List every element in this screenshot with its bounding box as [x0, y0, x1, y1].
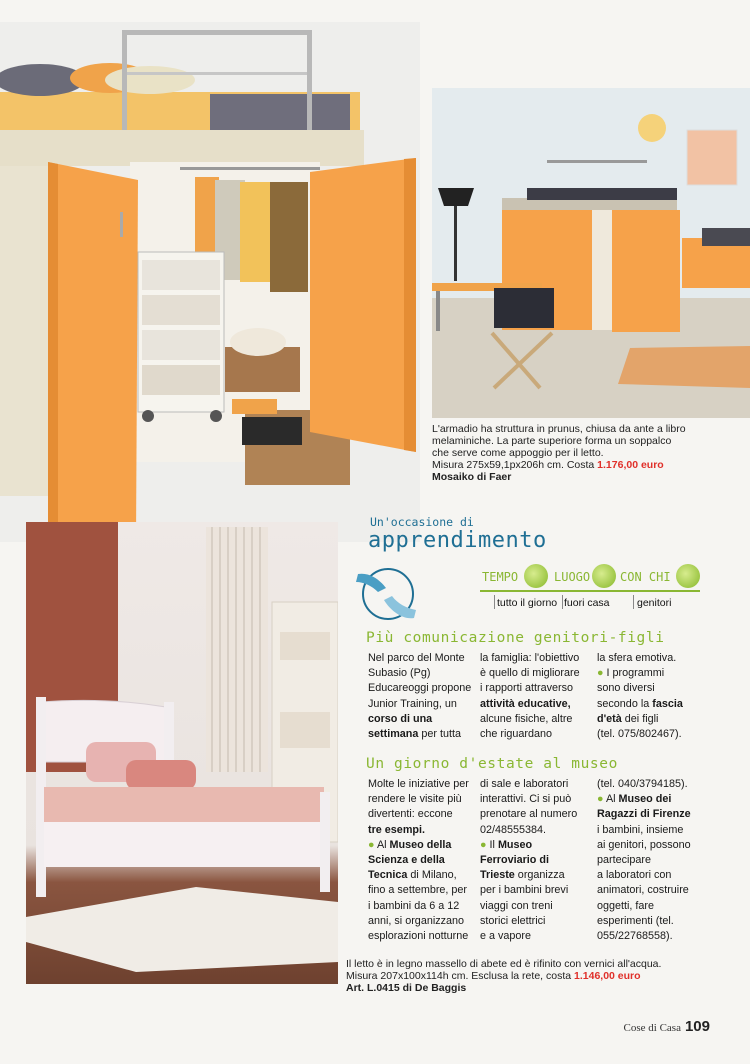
section2-column-3: [597, 777, 712, 944]
text-line: i bambini da 6 a 12: [368, 899, 460, 912]
section2-column-2: [480, 777, 595, 944]
text-line: interattivi. Ci si può: [480, 793, 572, 806]
text-line: i rapporti attraverso: [480, 682, 574, 695]
text-line: storici elettrici: [480, 914, 546, 927]
text-line: [597, 792, 712, 807]
text-line: [480, 868, 595, 883]
text-fragment: di Milano,: [407, 869, 457, 882]
section1-column-1: [368, 651, 478, 742]
section1-column-2: [480, 651, 595, 742]
value-tempo: tutto il giorno: [497, 597, 558, 609]
caption-brand: Mosaiko di Faer: [432, 471, 512, 483]
page-number: 109: [684, 1018, 710, 1035]
hands-icon: [354, 566, 416, 622]
text-line: è quello di migliorare: [480, 667, 580, 680]
circle-icon: [524, 564, 548, 588]
caption-measure-text: Misura 275x59,1px206h cm. Costa: [432, 459, 598, 471]
text-line: partecipare: [597, 854, 652, 867]
text-line: fino a settembre, per: [368, 884, 468, 897]
caption-price: 1.176,00 euro: [597, 459, 664, 471]
text-line: [480, 853, 595, 868]
bedroom-room-photo: [432, 88, 750, 418]
text-line: [597, 697, 707, 712]
text-line: [368, 712, 478, 727]
text-line: oggetti, fare: [597, 899, 655, 912]
bold-text: Ferroviario di: [480, 854, 549, 867]
bold-text: Trieste: [480, 869, 515, 882]
circle-icon: [676, 564, 700, 588]
text-line: [368, 853, 478, 868]
text-line: [368, 727, 478, 742]
info-separator: [562, 595, 563, 609]
label-tempo: TEMPO: [482, 570, 519, 584]
text-fragment: Al: [605, 793, 619, 806]
bed-illustration: [26, 522, 338, 984]
value-luogo: fuori casa: [564, 597, 610, 609]
text-line: (tel. 040/3794185).: [597, 778, 688, 790]
bold-text: corso di una: [368, 712, 433, 725]
caption-price: 1.146,00 euro: [574, 970, 641, 982]
text-line: e a vapore: [480, 930, 532, 943]
bullet-icon: ●: [480, 838, 490, 851]
magazine-name: Cose di Casa: [623, 1022, 681, 1034]
text-fragment: dei figli: [621, 712, 659, 725]
text-line: esperimenti (tel.: [597, 914, 674, 927]
info-separator: [494, 595, 495, 609]
text-line: rendere le visite più: [368, 793, 462, 806]
text-fragment: Il: [489, 838, 498, 851]
text-fragment: per tutta: [418, 728, 462, 741]
text-line: [368, 838, 478, 853]
bullet-icon: ●: [597, 793, 606, 806]
text-fragment: organizza: [514, 869, 565, 882]
text-line: Junior Training, un: [368, 697, 457, 710]
caption-line: che serve come appoggio per il letto.: [432, 447, 604, 459]
text-line: alcune fisiche, altre: [480, 712, 573, 725]
text-line: [480, 838, 595, 853]
text-fragment: secondo la: [597, 697, 653, 710]
white-bed-photo: [26, 522, 338, 984]
bold-text: settimana: [368, 728, 419, 741]
text-line: di sale e laboratori: [480, 778, 569, 790]
text-fragment: Al: [376, 838, 390, 851]
caption-line: melaminiche. La parte superiore forma un soppalco: [432, 435, 672, 447]
bold-text: Scienza e della: [368, 854, 445, 867]
wardrobe-illustration: [0, 22, 420, 542]
text-line: (tel. 075/802467).: [597, 728, 682, 741]
circle-icon: [592, 564, 616, 588]
text-line: prenotare al numero: [480, 808, 578, 821]
page-footer: [624, 1018, 710, 1035]
bold-text: fascia: [652, 697, 683, 710]
bold-text: attività educative,: [480, 697, 571, 710]
text-line: [597, 666, 707, 681]
caption-measure: [432, 459, 732, 471]
text-line: Subasio (Pg): [368, 667, 431, 680]
text-line: divertenti: eccone: [368, 808, 453, 821]
wardrobe-loft-bed-photo: [0, 22, 420, 542]
text-line: che riguardano: [480, 728, 553, 741]
text-line: [368, 868, 478, 883]
text-line: [480, 697, 595, 712]
text-line: Molte le iniziative per: [368, 778, 469, 790]
bold-text: Museo della: [389, 838, 452, 851]
info-bar: [480, 564, 700, 609]
value-con-chi: genitori: [637, 597, 672, 609]
caption-line: L'armadio ha struttura in prunus, chiusa da ante a libro: [432, 423, 686, 435]
caption-brand: Art. L.0415 di De Baggis: [346, 982, 467, 994]
info-bar-divider: [480, 590, 700, 592]
section2-column-1: [368, 777, 478, 944]
text-line: ai genitori, possono: [597, 838, 691, 851]
text-line: 02/48555384.: [480, 823, 547, 836]
caption-measure-text: Misura 207x100x114h cm. Esclusa la rete, costa: [346, 970, 575, 982]
text-line: la sfera emotiva.: [597, 652, 677, 664]
text-line: per i bambini brevi: [480, 884, 569, 897]
text-line: [597, 712, 707, 727]
bullet-icon: ●: [368, 838, 377, 851]
room-illustration: [432, 88, 750, 418]
bold-text: d'età: [597, 712, 622, 725]
text-line: esplorazioni notturne: [368, 930, 469, 943]
text-line: anni, si organizzano: [368, 914, 465, 927]
section-title-communication: Più comunicazione genitori-figli: [366, 630, 665, 646]
article-kicker: Un'occasione di: [370, 515, 474, 529]
text-line: viaggi con treni: [480, 899, 553, 912]
info-separator: [633, 595, 634, 609]
text-fragment: I programmi: [606, 667, 665, 680]
text-line: la famiglia: l'obiettivo: [480, 652, 580, 664]
text-line: sono diversi: [597, 682, 655, 695]
section-title-museum: Un giorno d'estate al museo: [366, 756, 618, 772]
text-line: i bambini, insieme: [597, 823, 684, 836]
text-line: animatori, costruire: [597, 884, 689, 897]
text-line: 055/22768558).: [597, 930, 673, 943]
caption-measure: [346, 970, 706, 982]
caption-line: Il letto è in legno massello di abete ed è rifinito con vernici all'acqua.: [346, 958, 662, 970]
text-line: Nel parco del Monte: [368, 652, 465, 664]
label-luogo: LUOGO: [554, 570, 591, 584]
section1-column-3: [597, 651, 707, 742]
bold-text: Ragazzi di Firenze: [597, 808, 691, 821]
bullet-icon: ●: [597, 667, 607, 680]
text-line: [368, 823, 478, 838]
bold-text: Museo dei: [618, 793, 672, 806]
text-line: [597, 807, 712, 822]
bold-text: Museo: [497, 838, 533, 851]
bold-text: Tecnica: [368, 869, 408, 882]
wardrobe-caption: [432, 423, 732, 483]
bold-text: tre esempi.: [368, 823, 426, 836]
text-line: Educareoggi propone: [368, 682, 472, 695]
text-line: a laboratori con: [597, 869, 672, 882]
article-headline: apprendimento: [368, 528, 547, 553]
bed-caption: [346, 958, 706, 994]
label-con-chi: CON CHI: [620, 570, 671, 584]
